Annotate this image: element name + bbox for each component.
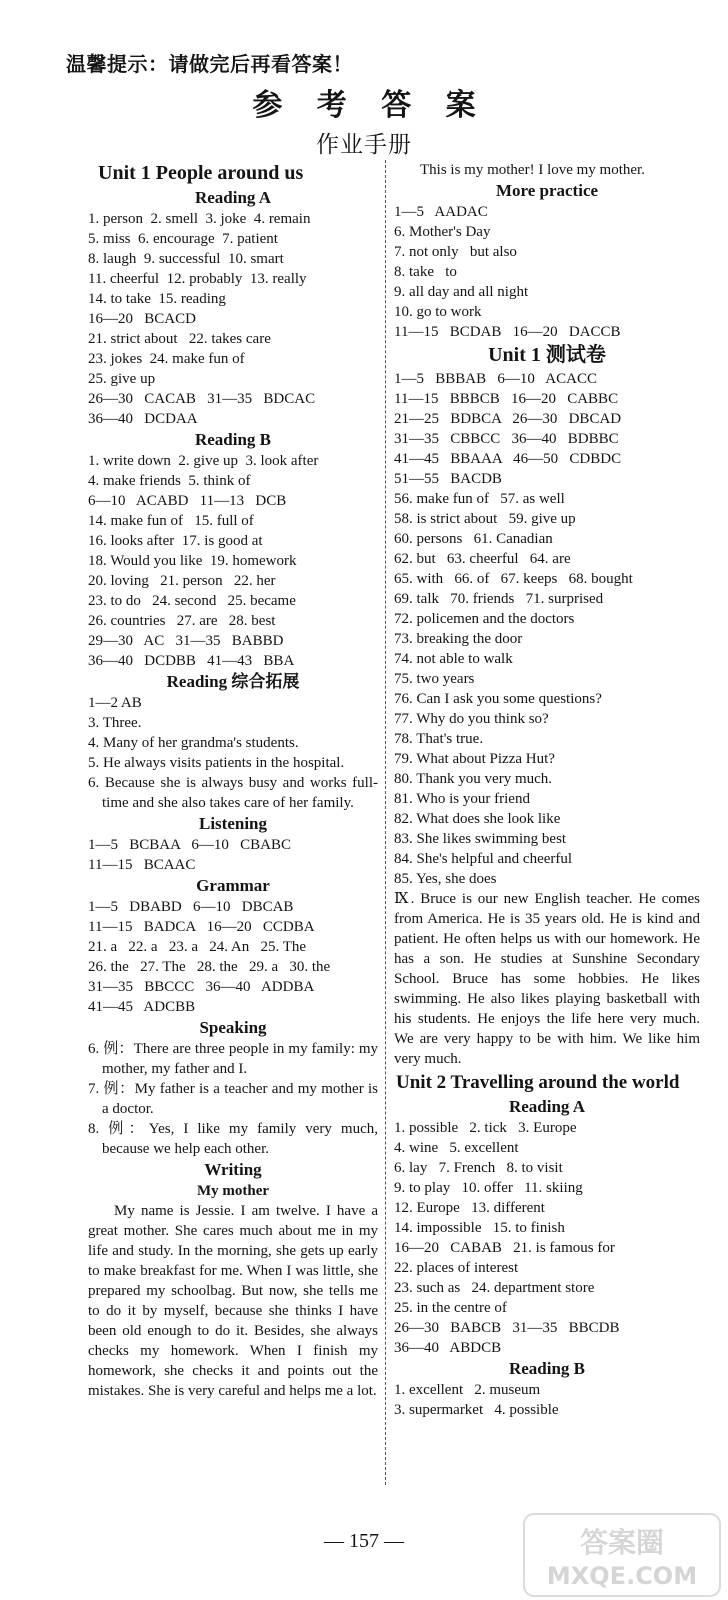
right-column: [394, 160, 700, 1420]
answer-line: 1—5 DBABD 6—10 DBCAB: [88, 899, 294, 915]
answer-block: [394, 1380, 700, 1420]
answer-line: 36—40 DCDAA: [88, 411, 198, 427]
answer-line: 1. possible 2. tick 3. Europe: [394, 1120, 577, 1136]
answer-line: 16. looks after 17. is good at: [88, 533, 263, 549]
answer-block: [88, 835, 378, 875]
answer-line: 1—5 BBBAB 6—10 ACACC: [394, 371, 597, 387]
unit-title: Unit 2 Travelling around the world: [396, 1072, 680, 1093]
answer-line: 6. Mother's Day: [394, 224, 491, 240]
answer-line: 11—15 BBBCB 16—20 CABBC: [394, 391, 619, 407]
answer-line: 9. all day and all night: [394, 284, 529, 300]
section-title: Speaking: [199, 1018, 267, 1037]
answer-block: [394, 1118, 700, 1358]
answer-line: 7. not only but also: [394, 244, 517, 260]
answer-line: 81. Who is your friend: [394, 791, 530, 807]
answer-line: 76. Can I ask you some questions?: [394, 691, 602, 707]
answer-line: 26—30 BABCB 31—35 BBCDB: [394, 1320, 620, 1336]
answer-line: 21. a 22. a 23. a 24. An 25. The: [88, 939, 307, 955]
essay-paragraph: My name is Jessie. I am twelve. I have a great mother. She cares much about me in my life and study. In the morning, she gets up early to make breakfast for me. When I was little, she prepared my schoolbag. But now, she tells me to do it by myself, because she thinks I have been old enough to do it. Besides, she always checks my homework. When I finish my homework, she checks it and points out the mistakes. She is very careful and helps me a lot.: [88, 1203, 378, 1399]
answer-line: 72. policemen and the doctors: [394, 611, 575, 627]
section-title: Reading 综合拓展: [166, 672, 300, 691]
answer-line: 84. She's helpful and cheerful: [394, 851, 573, 867]
answer-line: 5. miss 6. encourage 7. patient: [88, 231, 278, 247]
page-subtitle: 作业手册: [316, 132, 412, 158]
answer-block: [88, 897, 378, 1017]
section-title: Reading A: [194, 188, 272, 207]
answer-line: 41—45 ADCBB: [88, 999, 196, 1015]
answer-line: 65. with 66. of 67. keeps 68. bought: [394, 571, 633, 587]
essay-title: My mother: [196, 1183, 270, 1199]
answer-line: 25. in the centre of: [394, 1300, 507, 1316]
answer-line: 10. go to work: [394, 304, 482, 320]
answer-line: 3. supermarket 4. possible: [394, 1402, 559, 1418]
answer-line: 20. loving 21. person 22. her: [88, 573, 276, 589]
answer-line: 85. Yes, she does: [394, 871, 497, 887]
answer-line: 73. breaking the door: [394, 631, 523, 647]
answer-line: 21—25 BDBCA 26—30 DBCAD: [394, 411, 622, 427]
watermark-chinese: 答案圈: [579, 1526, 665, 1559]
answer-line: 1. excellent 2. museum: [394, 1382, 541, 1398]
answer-line: 79. What about Pizza Hut?: [394, 751, 555, 767]
answer-line: 12. Europe 13. different: [394, 1200, 545, 1216]
answer-line: 41—45 BBAAA 46—50 CDBDC: [394, 451, 622, 467]
answer-line: 1—5 BCBAA 6—10 CBABC: [88, 837, 291, 853]
reminder-text: 温馨提示：请做完后再看答案！: [66, 52, 353, 76]
unit-title: Unit 1 People around us: [98, 162, 304, 184]
answer-line: 31—35 BBCCC 36—40 ADDBA: [88, 979, 315, 995]
answer-line: 22. places of interest: [394, 1260, 519, 1276]
answer-line: 26. countries 27. are 28. best: [88, 613, 276, 629]
answer-line: 78. That's true.: [394, 731, 484, 747]
answer-block: [88, 1039, 378, 1159]
answer-item: 6. 例：There are three people in my family: my mother, my father and I.: [88, 1041, 378, 1077]
answer-line: 9. to play 10. offer 11. skiing: [394, 1180, 583, 1196]
answer-line: 23. such as 24. department store: [394, 1280, 595, 1296]
answer-item: 4. Many of her grandma's students.: [88, 735, 299, 751]
answer-line: 62. but 63. cheerful 64. are: [394, 551, 571, 567]
answer-block: [88, 209, 378, 429]
answer-line: 11—15 BCDAB 16—20 DACCB: [394, 324, 621, 340]
answer-line: 6—10 ACABD 11—13 DCB: [88, 493, 287, 509]
answer-block: [88, 451, 378, 671]
answer-line: 18. Would you like 19. homework: [88, 553, 297, 569]
answer-item: 7. 例：My father is a teacher and my mother is a doctor.: [88, 1081, 378, 1117]
answer-item: 1—2 AB: [88, 695, 142, 711]
section-title: Reading B: [194, 430, 272, 449]
answer-line: 16—20 BCACD: [88, 311, 196, 327]
answer-line: 75. two years: [394, 671, 475, 687]
answer-line: 23. to do 24. second 25. became: [88, 593, 296, 609]
answer-line: 26—30 CACAB 31—35 BDCAC: [88, 391, 316, 407]
answer-line: 83. She likes swimming best: [394, 831, 567, 847]
left-column: [88, 160, 378, 1401]
answer-line: 4. wine 5. excellent: [394, 1140, 519, 1156]
watermark-logo: [522, 1512, 722, 1598]
answer-item: 3. Three.: [88, 715, 142, 731]
answer-block: [394, 202, 700, 342]
answer-block: [394, 369, 700, 1069]
answer-line: 80. Thank you very much.: [394, 771, 553, 787]
answer-line: 77. Why do you think so?: [394, 711, 549, 727]
answer-line: 11. cheerful 12. probably 13. really: [88, 271, 307, 287]
answer-line: 82. What does she look like: [394, 811, 561, 827]
answer-line: 74. not able to walk: [394, 651, 513, 667]
test-title: Unit 1 测试卷: [488, 344, 606, 366]
answer-line: 31—35 CBBCC 36—40 BDBBC: [394, 431, 619, 447]
answer-line: 25. give up: [88, 371, 156, 387]
section-title: Writing: [204, 1160, 262, 1179]
column-divider: [385, 160, 386, 1485]
section-title: Reading A: [508, 1097, 586, 1116]
essay-paragraph: Ⅸ. Bruce is our new English teacher. He comes from America. He is 35 years old. He is kind and patient. He often helps us with our homework. He has a son. He studies at Sunshine Secondary School. Bruce has some hobbies. He likes swimming. He also likes playing basketball with his students. He enjoys the life here very much. We are very happy to be with him. We like him very much.: [394, 891, 700, 1067]
answer-line: 16—20 CABAB 21. is famous for: [394, 1240, 615, 1256]
section-title: Grammar: [196, 876, 270, 895]
answer-item: 8. 例：Yes, I like my family very much, because we help each other.: [88, 1121, 378, 1157]
answer-line: 23. jokes 24. make fun of: [88, 351, 245, 367]
answer-item: 5. He always visits patients in the hospital.: [88, 755, 345, 771]
watermark-url: MXQE.COM: [546, 1562, 698, 1590]
answer-block: [88, 693, 378, 813]
section-title: Listening: [198, 814, 268, 833]
answer-line: 58. is strict about 59. give up: [394, 511, 576, 527]
answer-line: 14. make fun of 15. full of: [88, 513, 254, 529]
answer-line: 14. impossible 15. to finish: [394, 1220, 565, 1236]
answer-line: 4. make friends 5. think of: [88, 473, 251, 489]
answer-line: 8. laugh 9. successful 10. smart: [88, 251, 284, 267]
answer-line: 1—5 AADAC: [394, 204, 488, 220]
answer-line: 21. strict about 22. takes care: [88, 331, 271, 347]
answer-line: 56. make fun of 57. as well: [394, 491, 565, 507]
page-title: 参 考 答 案: [252, 88, 488, 123]
answer-line: 69. talk 70. friends 71. surprised: [394, 591, 604, 607]
answer-line: 11—15 BADCA 16—20 CCDBA: [88, 919, 315, 935]
answer-line: 60. persons 61. Canadian: [394, 531, 553, 547]
section-title: Reading B: [508, 1359, 586, 1378]
answer-line: 6. lay 7. French 8. to visit: [394, 1160, 563, 1176]
answer-line: 51—55 BACDB: [394, 471, 502, 487]
answer-line: 11—15 BCAAC: [88, 857, 196, 873]
answer-line: 26. the 27. The 28. the 29. a 30. the: [88, 959, 331, 975]
answer-line: 14. to take 15. reading: [88, 291, 226, 307]
answer-line: 29—30 AC 31—35 BABBD: [88, 633, 284, 649]
page-number: — 157 —: [324, 1530, 404, 1552]
answer-line: 36—40 ABDCB: [394, 1340, 502, 1356]
answer-line: 8. take to: [394, 264, 457, 280]
answer-item: 6. Because she is always busy and works full-time and she also takes care of her family.: [88, 775, 378, 811]
answer-line: 36—40 DCDBB 41—43 BBA: [88, 653, 295, 669]
section-title: More practice: [495, 181, 599, 200]
answer-line: 1. write down 2. give up 3. look after: [88, 453, 319, 469]
essay-paragraph-end: This is my mother! I love my mother.: [420, 162, 645, 178]
answer-line: 1. person 2. smell 3. joke 4. remain: [88, 211, 311, 227]
